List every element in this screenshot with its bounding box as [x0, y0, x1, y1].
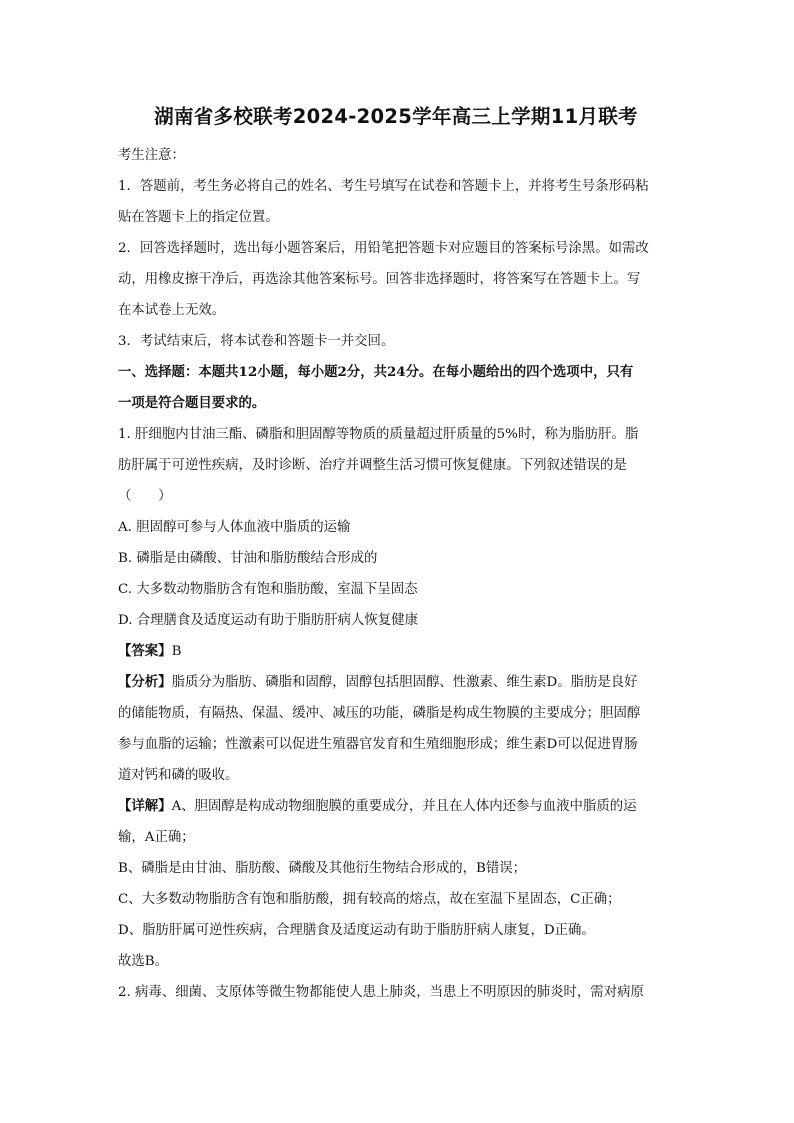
notice-heading: 考生注意：: [118, 148, 185, 163]
answer-tag: 【答案】: [118, 643, 172, 659]
notice-item-3: 3．考试结束后，将本试卷和答题卡一并交回。: [118, 334, 395, 349]
notice-item-2-line-1: 2．回答选择题时，选出每小题答案后，用铅笔把答题卡对应题目的答案标号涂黑。如需改: [118, 241, 649, 256]
detail-tag: 【详解】: [118, 798, 172, 814]
q2-stem-line-1: 2. 病毒、细菌、支原体等微生物都能使人患上肺炎，当患上不明原因的肺炎时，需对病原: [118, 985, 644, 1000]
q1-analysis-line-1: [118, 667, 674, 698]
q1-stem-line-2: 肪肝属于可逆性疾病，及时诊断、治疗并调整生活习惯可恢复健康。下列叙述错误的是: [118, 458, 627, 473]
q1-detail-line-2: 输，A正确；: [118, 830, 195, 845]
q1-stem-line-3: （ ）: [118, 489, 172, 504]
document-title: 湖南省多校联考2024-2025学年高三上学期11月联考: [154, 105, 638, 128]
answer-value: B: [171, 644, 182, 659]
q1-answer: [118, 636, 674, 667]
notice-item-1-line-2: 贴在答题卡上的指定位置。: [118, 210, 279, 225]
q1-detail-line-1: [118, 791, 674, 822]
notice-item-2-line-2: 动，用橡皮擦干净后，再选涂其他答案标号。回答非选择题时，将答案写在答题卡上。写: [118, 272, 641, 287]
question-1: [118, 419, 674, 977]
q1-stem-line-1: 1. 肝细胞内甘油三酯、磷脂和胆固醇等物质的质量超过肝质量的5%时，称为脂肪肝。脂: [118, 427, 639, 442]
q1-conclusion: 故选B。: [118, 954, 169, 969]
q1-option-b: B. 磷脂是由磷酸、甘油和脂肪酸结合形成的: [118, 551, 378, 566]
q1-analysis-line-4: 道对钙和磷的吸收。: [118, 768, 239, 783]
section-1-heading: [118, 357, 674, 419]
q1-option-a: A. 胆固醇可参与人体血液中脂质的运输: [118, 520, 351, 535]
notice-item-2-line-3: 在本试卷上无效。: [118, 303, 226, 318]
q1-analysis-line-2: 的储能物质，有隔热、保温、缓冲、减压的功能，磷脂是构成生物膜的主要成分；胆固醇: [118, 706, 641, 721]
notice-item-1-line-1: 1．答题前，考生务必将自己的姓名、考生号填写在试卷和答题卡上，并将考生号条形码粘: [118, 179, 649, 194]
analysis-tag: 【分析】: [118, 674, 172, 690]
analysis-text-1: 脂质分为脂肪、磷脂和固醇，固醇包括胆固醇、性激素、维生素D。脂肪是良好: [171, 675, 638, 690]
q1-detail-c: C、大多数动物脂肪含有饱和脂肪酸，拥有较高的熔点，故在室温下星固态，C正确；: [118, 892, 621, 907]
detail-text-1: A、胆固醇是构成动物细胞膜的重要成分，并且在人体内还参与血液中脂质的运: [171, 799, 637, 814]
question-2: [118, 977, 674, 1008]
section-1-line-1: 一、选择题：本题共12小题，每小题2分，共24分。在每小题给出的四个选项中，只有: [118, 364, 634, 380]
notice-section: [118, 140, 674, 357]
q1-option-c: C. 大多数动物脂肪含有饱和脂肪酸，室温下呈固态: [118, 582, 418, 597]
q1-analysis-line-3: 参与血脂的运输；性激素可以促进生殖器官发育和生殖细胞形成；维生素D可以促进胃肠: [118, 737, 638, 752]
q1-option-d: D. 合理膳食及适度运动有助于脂肪肝病人恢复健康: [118, 613, 418, 628]
document-page: [118, 104, 674, 1008]
q1-detail-d: D、脂肪肝属可逆性疾病，合理膳食及适度运动有助于脂肪肝病人康复，D正确。: [118, 923, 595, 938]
section-1-line-2: 一项是符合题目要求的。: [118, 395, 266, 411]
q1-detail-b: B、磷脂是由甘油、脂肪酸、磷酸及其他衍生物结合形成的，B错误；: [118, 861, 527, 876]
